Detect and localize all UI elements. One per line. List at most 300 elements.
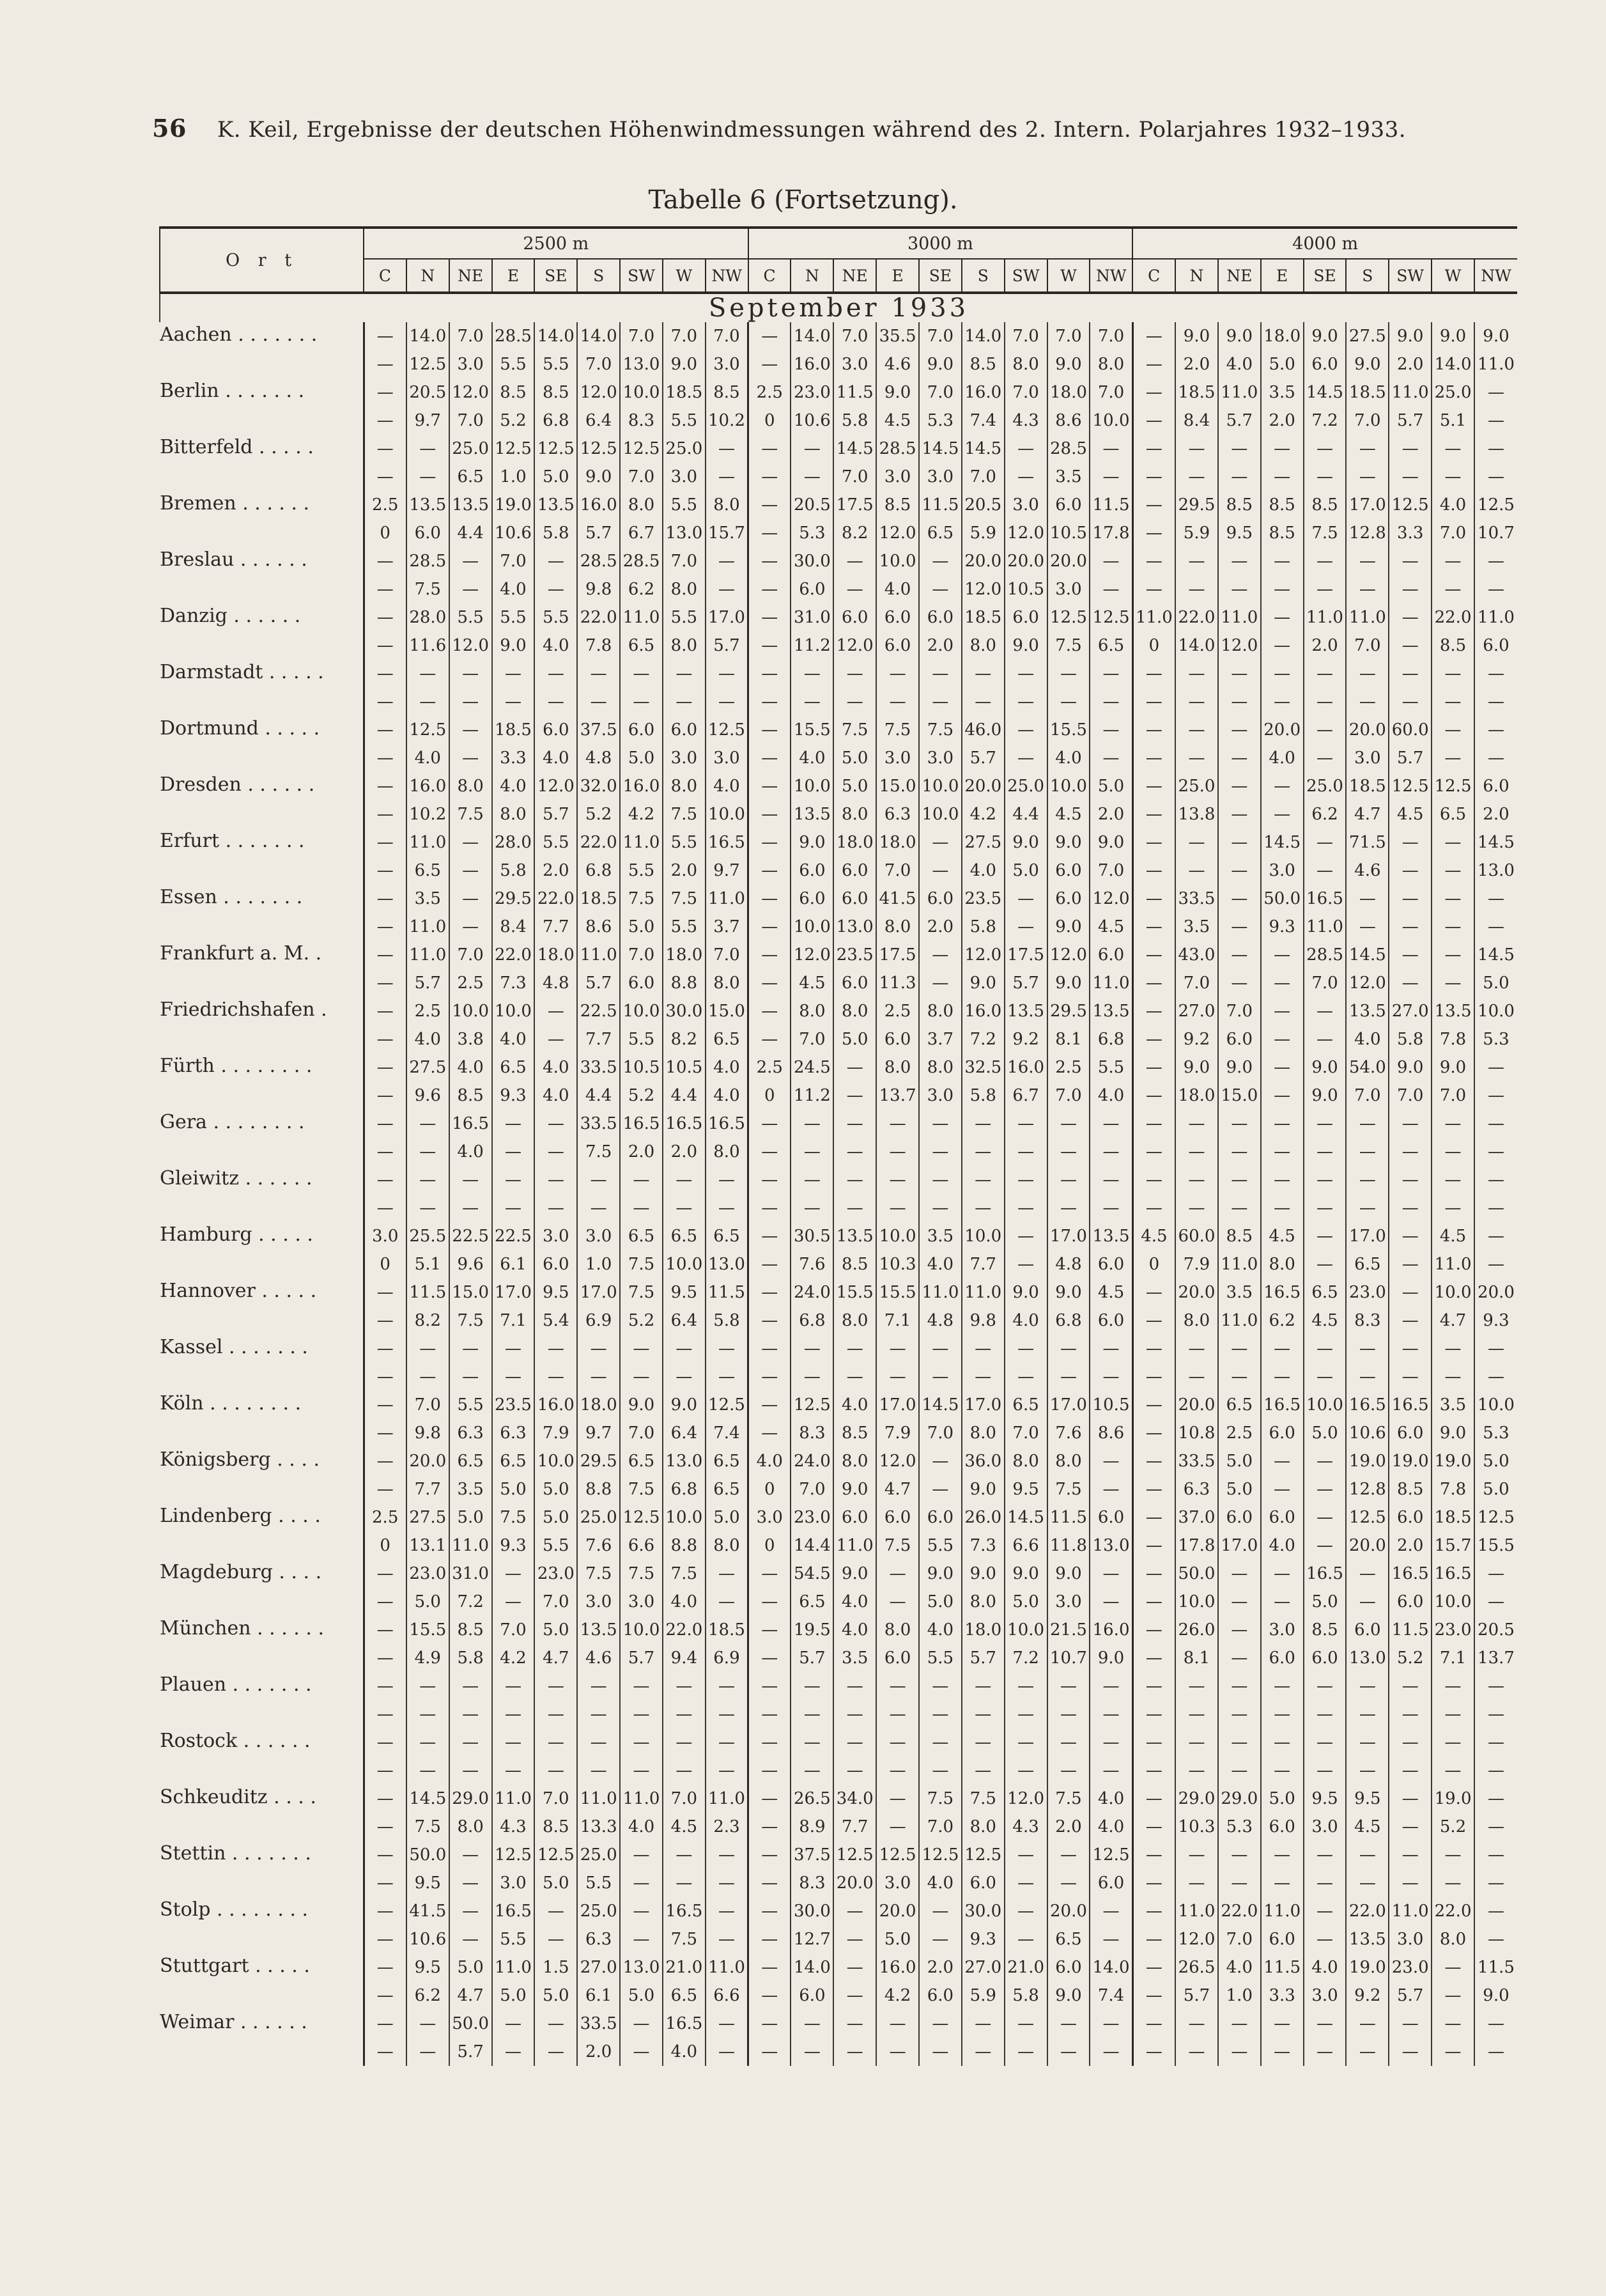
data-cell: 6.0 xyxy=(1389,1503,1432,1532)
data-cell: — xyxy=(364,463,406,491)
data-cell: — xyxy=(620,1166,663,1194)
data-cell: — xyxy=(1346,1194,1389,1222)
data-cell: 7.0 xyxy=(876,857,919,885)
data-cell: 6.8 xyxy=(1090,1025,1132,1053)
data-cell: — xyxy=(1474,1335,1517,1363)
data-cell: 7.5 xyxy=(876,1532,919,1560)
data-cell: 5.0 xyxy=(833,744,876,772)
station-name: Frankfurt a. M. . xyxy=(160,942,322,965)
data-cell: — xyxy=(1175,716,1218,744)
data-cell: 17.0 xyxy=(1346,491,1389,519)
data-cell: 7.5 xyxy=(1047,632,1090,660)
data-cell: 11.5 xyxy=(1474,1953,1517,1982)
data-cell: 7.3 xyxy=(962,1532,1005,1560)
data-cell: 7.5 xyxy=(406,1813,449,1841)
data-cell: 5.7 xyxy=(1389,744,1432,772)
data-cell: 8.5 xyxy=(1432,632,1474,660)
data-cell: — xyxy=(876,1813,919,1841)
data-cell: — xyxy=(1304,1194,1347,1222)
data-cell: 2.5 xyxy=(1218,1419,1261,1447)
data-cell: — xyxy=(748,322,791,350)
data-cell: — xyxy=(364,1110,406,1138)
data-cell: 6.5 xyxy=(919,519,962,547)
data-cell: 10.0 xyxy=(1005,1616,1047,1644)
data-cell: 6.0 xyxy=(1047,491,1090,519)
data-cell: 16.5 xyxy=(449,1110,492,1138)
data-cell: — xyxy=(406,1166,449,1194)
data-cell: 11.0 xyxy=(620,1785,663,1813)
data-cell: 18.0 xyxy=(663,941,706,969)
table-row xyxy=(160,463,1517,491)
data-cell: 13.0 xyxy=(1090,1532,1132,1560)
data-cell: 12.0 xyxy=(1005,519,1047,547)
data-cell: — xyxy=(1304,1728,1347,1757)
data-cell: 3.0 xyxy=(577,1222,620,1250)
data-cell: 13.5 xyxy=(1432,997,1474,1025)
data-cell: 10.8 xyxy=(1175,1419,1218,1447)
data-cell: — xyxy=(1132,1925,1175,1953)
data-cell: — xyxy=(534,1335,577,1363)
data-cell: 8.0 xyxy=(1005,1447,1047,1475)
data-cell: 6.0 xyxy=(791,857,833,885)
data-cell: — xyxy=(1389,1728,1432,1757)
data-cell: — xyxy=(1346,1841,1389,1869)
data-cell: — xyxy=(1175,1335,1218,1363)
data-cell: 5.0 xyxy=(492,1475,535,1503)
data-cell: 23.5 xyxy=(962,885,1005,913)
data-cell: 16.0 xyxy=(1005,1053,1047,1082)
direction-header: W xyxy=(663,259,706,293)
data-cell: 4.2 xyxy=(962,800,1005,828)
data-cell: 9.7 xyxy=(577,1419,620,1447)
data-cell: — xyxy=(1304,1869,1347,1897)
data-cell: — xyxy=(577,1672,620,1700)
data-cell: 16.5 xyxy=(1346,1391,1389,1419)
data-cell: — xyxy=(1346,660,1389,688)
data-cell: 18.5 xyxy=(1346,772,1389,800)
data-cell: — xyxy=(449,1363,492,1391)
data-cell: 5.0 xyxy=(1005,857,1047,885)
data-cell: — xyxy=(919,1110,962,1138)
data-cell: — xyxy=(1346,1700,1389,1728)
data-cell: 11.0 xyxy=(1474,603,1517,632)
table-row xyxy=(160,1757,1517,1785)
data-cell: — xyxy=(1389,688,1432,716)
data-cell: 28.5 xyxy=(1304,941,1347,969)
data-cell: 20.0 xyxy=(962,547,1005,575)
data-cell: 7.5 xyxy=(449,1307,492,1335)
data-cell: 12.5 xyxy=(1474,491,1517,519)
data-cell: 8.0 xyxy=(919,1053,962,1082)
data-cell: 7.5 xyxy=(1047,1785,1090,1813)
data-cell: 7.1 xyxy=(876,1307,919,1335)
data-cell: 4.0 xyxy=(492,575,535,603)
data-cell: 7.6 xyxy=(577,1532,620,1560)
data-cell: 9.2 xyxy=(1346,1982,1389,2010)
data-cell: 28.5 xyxy=(406,547,449,575)
data-cell: — xyxy=(1132,1616,1175,1644)
data-cell: — xyxy=(1175,1869,1218,1897)
data-cell: 6.3 xyxy=(449,1419,492,1447)
data-cell: 6.0 xyxy=(833,969,876,997)
data-cell: — xyxy=(748,1841,791,1869)
data-cell: 2.5 xyxy=(364,491,406,519)
data-cell: 8.0 xyxy=(791,997,833,1025)
data-cell: 50.0 xyxy=(1261,885,1304,913)
data-cell: — xyxy=(1389,913,1432,941)
data-cell: — xyxy=(1175,660,1218,688)
data-cell: 27.5 xyxy=(406,1053,449,1082)
data-cell: 6.0 xyxy=(1090,941,1132,969)
table-row xyxy=(160,1532,1517,1560)
data-cell: 22.0 xyxy=(577,603,620,632)
data-cell: 8.0 xyxy=(833,997,876,1025)
data-cell: 11.5 xyxy=(406,1278,449,1307)
data-cell: — xyxy=(1474,1560,1517,1588)
data-cell: 31.0 xyxy=(791,603,833,632)
data-cell: — xyxy=(1474,1588,1517,1616)
data-cell: 9.0 xyxy=(1346,350,1389,378)
data-cell: 13.5 xyxy=(791,800,833,828)
data-cell: — xyxy=(364,1757,406,1785)
data-cell: 7.0 xyxy=(406,1391,449,1419)
data-cell: 6.8 xyxy=(1047,1307,1090,1335)
data-cell: — xyxy=(833,1700,876,1728)
data-cell: — xyxy=(748,1728,791,1757)
data-cell: 6.0 xyxy=(833,885,876,913)
data-cell: — xyxy=(1005,660,1047,688)
data-cell: 28.5 xyxy=(1047,435,1090,463)
data-cell: — xyxy=(1132,772,1175,800)
data-cell: — xyxy=(1047,2010,1090,2038)
data-cell: 17.5 xyxy=(876,941,919,969)
data-cell: 18.5 xyxy=(962,603,1005,632)
data-cell: — xyxy=(577,1728,620,1757)
data-cell: 6.0 xyxy=(534,1250,577,1278)
data-cell: 5.0 xyxy=(406,1588,449,1616)
data-cell: — xyxy=(1090,688,1132,716)
data-cell: 7.9 xyxy=(876,1419,919,1447)
data-cell: — xyxy=(1132,1138,1175,1166)
data-cell: 7.0 xyxy=(706,322,748,350)
data-cell: — xyxy=(1474,1841,1517,1869)
data-cell: — xyxy=(1261,800,1304,828)
data-cell: — xyxy=(1261,1841,1304,1869)
data-cell: — xyxy=(1304,1335,1347,1363)
data-cell: — xyxy=(406,2010,449,2038)
data-cell: 10.0 xyxy=(1432,1278,1474,1307)
data-cell: — xyxy=(534,997,577,1025)
data-cell: 6.0 xyxy=(406,519,449,547)
data-cell: — xyxy=(449,1335,492,1363)
data-cell: — xyxy=(919,1166,962,1194)
data-cell: — xyxy=(492,1138,535,1166)
data-cell: 2.5 xyxy=(449,969,492,997)
data-cell: — xyxy=(1304,1025,1347,1053)
data-cell: 8.0 xyxy=(1047,1447,1090,1475)
data-cell: — xyxy=(748,1110,791,1138)
data-cell: — xyxy=(492,1335,535,1363)
data-cell: — xyxy=(919,1475,962,1503)
data-cell: — xyxy=(1218,1672,1261,1700)
data-cell: — xyxy=(1261,1138,1304,1166)
data-cell: — xyxy=(406,435,449,463)
data-cell: 37.0 xyxy=(1175,1503,1218,1532)
data-cell: — xyxy=(577,1194,620,1222)
data-cell: — xyxy=(876,1110,919,1138)
data-cell: 5.8 xyxy=(1389,1025,1432,1053)
data-cell: 4.7 xyxy=(1432,1307,1474,1335)
data-cell: 2.0 xyxy=(663,857,706,885)
data-cell: — xyxy=(1304,1925,1347,1953)
station-name: Erfurt . . . . . . . xyxy=(160,830,305,852)
data-cell: — xyxy=(1005,716,1047,744)
data-cell: — xyxy=(1261,1447,1304,1475)
data-cell: 11.8 xyxy=(1047,1532,1090,1560)
station-name: Weimar . . . . . . xyxy=(160,2011,307,2033)
data-cell: — xyxy=(1047,660,1090,688)
data-cell: — xyxy=(577,688,620,716)
data-cell: 10.7 xyxy=(1474,519,1517,547)
data-cell: 6.0 xyxy=(919,1503,962,1532)
table-row xyxy=(160,1925,1517,1953)
data-cell: 5.5 xyxy=(620,857,663,885)
table-row xyxy=(160,716,1517,744)
data-cell: 3.5 xyxy=(1175,913,1218,941)
data-cell: 27.0 xyxy=(1389,997,1432,1025)
data-cell: — xyxy=(364,2010,406,2038)
data-cell: 6.8 xyxy=(534,407,577,435)
data-cell: — xyxy=(1005,688,1047,716)
data-cell: — xyxy=(1261,660,1304,688)
data-cell: 6.4 xyxy=(663,1307,706,1335)
data-cell: 8.3 xyxy=(791,1869,833,1897)
data-cell: 13.0 xyxy=(663,1447,706,1475)
data-cell: 5.7 xyxy=(1005,969,1047,997)
data-cell: 7.5 xyxy=(620,1560,663,1588)
data-cell: 22.0 xyxy=(1218,1897,1261,1925)
data-cell: 25.0 xyxy=(577,1503,620,1532)
data-cell: — xyxy=(876,660,919,688)
data-cell: 9.0 xyxy=(1474,1982,1517,2010)
running-head xyxy=(152,114,1494,143)
data-cell: — xyxy=(620,1700,663,1728)
data-cell: — xyxy=(1132,491,1175,519)
data-cell: 13.0 xyxy=(620,350,663,378)
data-cell: 3.0 xyxy=(1261,1616,1304,1644)
data-cell: 8.4 xyxy=(1175,407,1218,435)
data-cell: 6.5 xyxy=(663,1982,706,2010)
data-cell: 9.5 xyxy=(663,1278,706,1307)
data-cell: 8.0 xyxy=(706,1138,748,1166)
data-cell: — xyxy=(919,828,962,857)
data-cell: 0 xyxy=(364,1532,406,1560)
data-cell: 7.0 xyxy=(620,322,663,350)
data-cell: — xyxy=(449,716,492,744)
direction-header: S xyxy=(1346,259,1389,293)
data-cell: — xyxy=(364,407,406,435)
data-cell: — xyxy=(1261,632,1304,660)
data-cell: — xyxy=(1389,632,1432,660)
data-cell: 15.7 xyxy=(1432,1532,1474,1560)
data-cell: 7.7 xyxy=(577,1025,620,1053)
data-cell: — xyxy=(833,1953,876,1982)
data-cell: — xyxy=(663,1728,706,1757)
data-cell: 11.0 xyxy=(1261,1897,1304,1925)
data-cell: 11.5 xyxy=(706,1278,748,1307)
data-cell: 16.0 xyxy=(962,997,1005,1025)
data-cell: 25.0 xyxy=(577,1841,620,1869)
data-cell: — xyxy=(364,688,406,716)
data-cell: 9.0 xyxy=(919,1560,962,1588)
data-cell: 4.5 xyxy=(1346,1813,1389,1841)
table-row xyxy=(160,997,1517,1025)
data-cell: 21.5 xyxy=(1047,1616,1090,1644)
data-cell: 6.3 xyxy=(492,1419,535,1447)
table-row xyxy=(160,1363,1517,1391)
data-cell: — xyxy=(406,1194,449,1222)
data-cell: 10.2 xyxy=(406,800,449,828)
data-cell: 15.5 xyxy=(406,1616,449,1644)
data-cell: 6.0 xyxy=(663,716,706,744)
data-cell: 4.0 xyxy=(1005,1307,1047,1335)
data-cell: 1.0 xyxy=(1218,1982,1261,2010)
data-cell: — xyxy=(919,1925,962,1953)
data-cell: 3.0 xyxy=(1346,744,1389,772)
data-cell: — xyxy=(1432,1138,1474,1166)
table-row xyxy=(160,1025,1517,1053)
data-cell: — xyxy=(876,1363,919,1391)
data-cell: — xyxy=(1132,857,1175,885)
data-cell: — xyxy=(876,1335,919,1363)
data-cell: 5.0 xyxy=(1005,1588,1047,1616)
data-cell: 9.5 xyxy=(1346,1785,1389,1813)
data-cell: 5.0 xyxy=(620,1982,663,2010)
data-cell: 4.0 xyxy=(449,1138,492,1166)
data-cell: 5.0 xyxy=(833,772,876,800)
data-cell: 7.0 xyxy=(534,1785,577,1813)
data-cell: — xyxy=(1474,688,1517,716)
data-cell: — xyxy=(706,1588,748,1616)
station-name: Stettin . . . . . . . xyxy=(160,1842,311,1865)
data-cell: 11.0 xyxy=(1389,1897,1432,1925)
data-cell: — xyxy=(791,2010,833,2038)
data-cell: — xyxy=(833,1110,876,1138)
data-cell: — xyxy=(406,1672,449,1700)
data-cell: — xyxy=(364,913,406,941)
data-cell: — xyxy=(791,463,833,491)
data-cell: 8.5 xyxy=(1218,1222,1261,1250)
data-cell: 7.5 xyxy=(919,716,962,744)
data-cell: — xyxy=(1432,660,1474,688)
data-cell: — xyxy=(406,1110,449,1138)
data-cell: — xyxy=(364,969,406,997)
data-cell: — xyxy=(1132,1672,1175,1700)
data-cell: — xyxy=(1218,885,1261,913)
data-cell: 12.5 xyxy=(534,435,577,463)
data-cell: 12.5 xyxy=(919,1841,962,1869)
data-cell: 10.0 xyxy=(876,1222,919,1250)
data-cell: 8.5 xyxy=(1261,519,1304,547)
data-cell: 8.8 xyxy=(663,969,706,997)
data-cell: — xyxy=(364,322,406,350)
data-cell: — xyxy=(1090,547,1132,575)
data-cell: — xyxy=(962,1700,1005,1728)
table-row xyxy=(160,1419,1517,1447)
data-cell: 29.0 xyxy=(449,1785,492,1813)
data-cell: 41.5 xyxy=(876,885,919,913)
data-cell: — xyxy=(449,828,492,857)
data-cell: 5.0 xyxy=(1090,772,1132,800)
data-cell: — xyxy=(364,941,406,969)
direction-header: E xyxy=(876,259,919,293)
data-cell: — xyxy=(1261,997,1304,1025)
data-cell: 14.5 xyxy=(1474,941,1517,969)
data-cell: 14.0 xyxy=(791,1953,833,1982)
data-cell: 6.7 xyxy=(620,519,663,547)
station-name: Hannover . . . . . xyxy=(160,1280,317,1302)
data-cell: 5.5 xyxy=(449,603,492,632)
data-cell: — xyxy=(1132,660,1175,688)
data-cell: 6.0 xyxy=(876,632,919,660)
station-name: Stuttgart . . . . . xyxy=(160,1955,310,1977)
data-cell: — xyxy=(364,1644,406,1672)
data-cell: 7.0 xyxy=(663,1785,706,1813)
data-cell: 6.0 xyxy=(1090,1503,1132,1532)
data-cell: — xyxy=(876,1166,919,1194)
data-cell: 9.0 xyxy=(1005,632,1047,660)
data-cell: 3.5 xyxy=(449,1475,492,1503)
data-cell: — xyxy=(364,547,406,575)
data-cell: — xyxy=(1346,435,1389,463)
data-cell: 11.0 xyxy=(1090,969,1132,997)
data-cell: — xyxy=(1261,1110,1304,1138)
data-cell: — xyxy=(1047,1757,1090,1785)
data-cell: 17.5 xyxy=(833,491,876,519)
data-cell: — xyxy=(1175,2038,1218,2066)
data-cell: — xyxy=(706,1841,748,1869)
data-cell: 28.5 xyxy=(577,547,620,575)
data-cell: 3.0 xyxy=(876,463,919,491)
data-cell: 16.5 xyxy=(1304,885,1347,913)
direction-header: SE xyxy=(1304,259,1347,293)
data-cell: 5.3 xyxy=(1474,1025,1517,1053)
data-cell: 8.2 xyxy=(833,519,876,547)
data-cell: — xyxy=(449,1869,492,1897)
data-cell: 12.5 xyxy=(492,435,535,463)
station-name: Dortmund . . . . . xyxy=(160,717,320,740)
data-cell: 11.0 xyxy=(1218,603,1261,632)
data-cell: — xyxy=(833,2010,876,2038)
table-row xyxy=(160,941,1517,969)
data-cell: 8.5 xyxy=(534,378,577,407)
data-cell: 8.0 xyxy=(876,1616,919,1644)
data-cell: — xyxy=(1132,1813,1175,1841)
data-cell: 12.5 xyxy=(962,1841,1005,1869)
data-cell: 15.0 xyxy=(876,772,919,800)
data-cell: — xyxy=(962,1166,1005,1194)
data-cell: — xyxy=(706,435,748,463)
data-cell: — xyxy=(1261,547,1304,575)
data-cell: — xyxy=(748,1897,791,1925)
data-cell: 35.5 xyxy=(876,322,919,350)
data-cell: 6.0 xyxy=(1090,1307,1132,1335)
data-cell: — xyxy=(663,1841,706,1869)
data-cell: 13.3 xyxy=(577,1813,620,1841)
data-cell: 7.5 xyxy=(663,800,706,828)
data-cell: — xyxy=(1218,828,1261,857)
data-cell: — xyxy=(1005,1166,1047,1194)
